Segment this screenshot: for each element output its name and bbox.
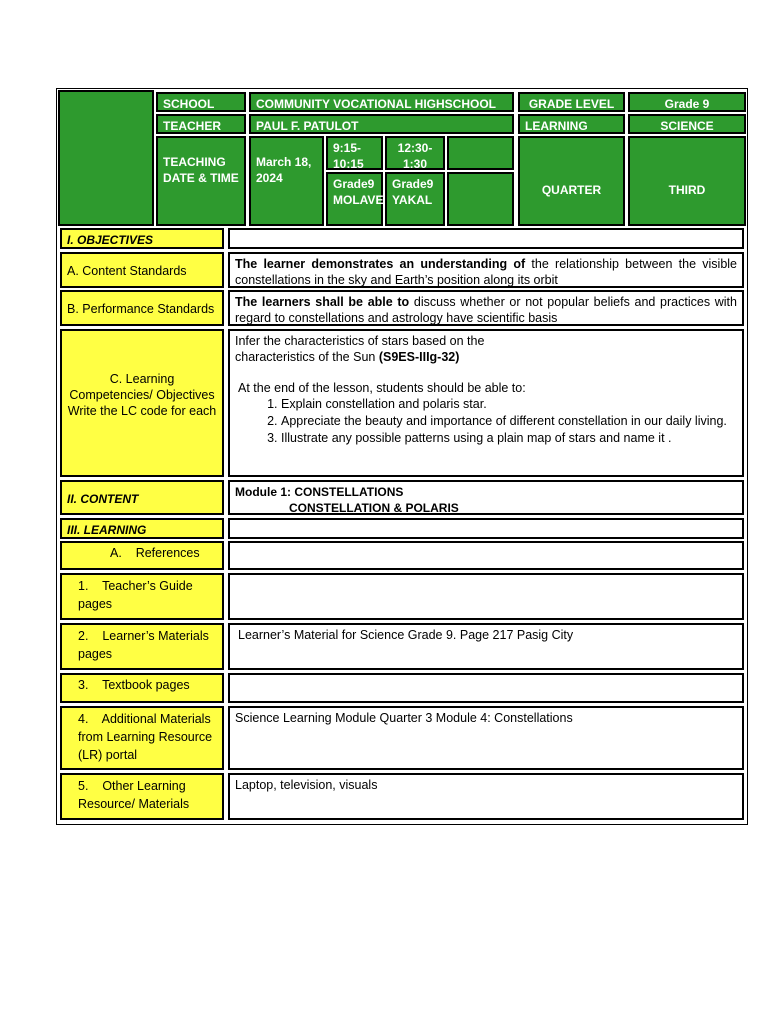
content-standards-text: the relationship between the visible constellations in the sky and Earth’s position along its orbit <box>235 257 737 287</box>
competency-code: (S9ES-IIIg-32) <box>378 350 460 364</box>
teachers-guide-label: 1. Teacher’s Guide pages <box>60 573 224 620</box>
learners-materials-label: 2. Learner’s Materials pages <box>60 623 224 670</box>
competency-text: characteristics of the Sun <box>235 350 379 364</box>
time-slot-1: 9:15-10:15 <box>326 136 383 170</box>
other-resources-value: Laptop, television, visuals <box>228 773 744 820</box>
content-heading: II. CONTENT <box>60 480 224 515</box>
section-1: Grade9 MOLAVE <box>326 172 383 226</box>
teacher-value: PAUL F. PATULOT <box>249 114 514 134</box>
school-label: SCHOOL <box>156 92 246 112</box>
teacher-label: TEACHER <box>156 114 246 134</box>
module-line-2: CONSTELLATION & POLARIS <box>289 501 459 515</box>
lesson-item: 3. Illustrate any possible patterns using a plain map of stars and name it . <box>281 430 737 447</box>
teachers-guide-value <box>228 573 744 620</box>
lesson-objectives-list <box>235 396 737 447</box>
performance-standards-bold: The learners shall be able to <box>235 295 410 309</box>
textbook-label: 3. Textbook pages <box>60 673 224 703</box>
grade-level-value: Grade 9 <box>628 92 746 112</box>
lesson-intro: At the end of the lesson, students should be able to: <box>238 381 526 395</box>
section-2: Grade9 YAKAL <box>385 172 445 226</box>
competencies-value <box>228 329 744 477</box>
lesson-item: 1. Explain constellation and polaris star. <box>281 396 737 413</box>
performance-standards-value <box>228 290 744 326</box>
spacer <box>235 365 737 380</box>
resources-heading: III. LEARNING <box>60 518 224 539</box>
header-blank-cell <box>58 90 154 226</box>
quarter-value: THIRD <box>628 136 746 226</box>
module-line-1: Module 1: CONSTELLATIONS <box>235 485 404 499</box>
references-value <box>228 541 744 570</box>
lesson-item: 2. Appreciate the beauty and importance of different constellation in our daily living. <box>281 413 737 430</box>
time-slot-2: 12:30-1:30 <box>385 136 445 170</box>
objectives-heading-value <box>228 228 744 249</box>
quarter-label: QUARTER <box>518 136 625 226</box>
learning-area-value: SCIENCE <box>628 114 746 134</box>
textbook-value <box>228 673 744 703</box>
other-resources-label: 5. Other Learning Resource/ Materials <box>60 773 224 820</box>
references-label: A. References <box>60 541 224 570</box>
competency-line-2 <box>235 349 737 365</box>
content-standards-bold: The learner demonstrates an understanding of <box>235 257 526 271</box>
content-value <box>228 480 744 515</box>
date-value: March 18, 2024 <box>249 136 324 226</box>
resources-heading-value <box>228 518 744 539</box>
competency-line-1: Infer the characteristics of stars based on the <box>235 334 485 348</box>
performance-standards-label: B. Performance Standards <box>60 290 224 326</box>
grade-level-label: GRADE LEVEL <box>518 92 625 112</box>
school-value: COMMUNITY VOCATIONAL HIGHSCHOOL <box>249 92 514 112</box>
performance-standards-text: discuss whether or not popular beliefs and practices with regard to constellations and astrology have scientific basis <box>235 295 737 325</box>
teaching-date-label: TEACHING DATE & TIME <box>156 136 246 226</box>
additional-materials-value: Science Learning Module Quarter 3 Module 4: Constellations <box>228 706 744 770</box>
additional-materials-label: 4. Additional Materials from Learning Resource (LR) portal <box>60 706 224 770</box>
learning-area-label: LEARNING <box>518 114 625 134</box>
section-3 <box>447 172 514 226</box>
content-standards-label: A. Content Standards <box>60 252 224 288</box>
content-standards-value <box>228 252 744 288</box>
objectives-heading: I. OBJECTIVES <box>60 228 224 249</box>
time-slot-3 <box>447 136 514 170</box>
competencies-label: C. Learning Competencies/ Objectives Write the LC code for each <box>60 329 224 477</box>
learners-materials-value: Learner’s Material for Science Grade 9. Page 217 Pasig City <box>228 623 744 670</box>
